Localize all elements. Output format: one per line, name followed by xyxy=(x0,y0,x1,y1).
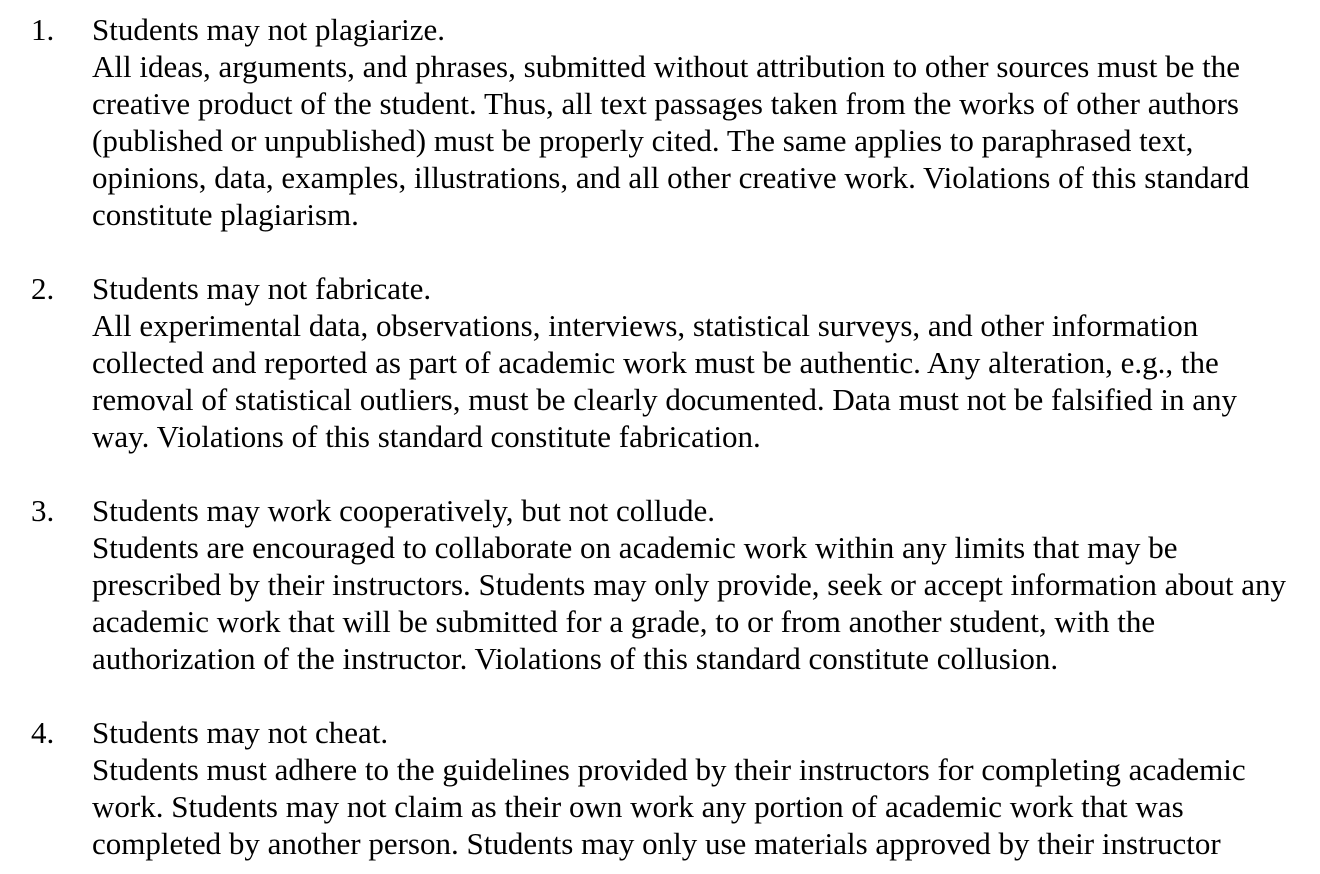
item-body: Students must adhere to the guidelines provided by their instructors for completing academic work. Students may not claim as their own work any portion of academic work that was completed by another person. Students may only use materials approved by their instructor xyxy=(92,752,1246,861)
list-item xyxy=(31,492,1294,677)
item-body: All ideas, arguments, and phrases, submitted without attribution to other sources must be the creative product of the student. Thus, all text passages taken from the works of other authors (published or unpublished) must be properly cited. The same applies to paraphrased text, opinions, data, examples, illustrations, and all other creative work. Violations of this standard constitute plagiarism. xyxy=(92,49,1250,232)
item-title: Students may work cooperatively, but not collude. xyxy=(92,493,716,528)
item-content xyxy=(92,11,1294,233)
list-item xyxy=(31,11,1294,233)
item-body: Students are encouraged to collaborate on academic work within any limits that may be prescribed by their instructors. Students may only provide, seek or accept information about any academic work that will be submitted for a grade, to or from another student, with the authorization of the instructor. Violations of this standard constitute collusion. xyxy=(92,530,1287,676)
item-content xyxy=(92,492,1294,677)
item-number: 1. xyxy=(31,12,55,47)
list-item xyxy=(31,270,1294,455)
item-content xyxy=(92,714,1294,862)
item-number: 3. xyxy=(31,493,55,528)
item-number: 4. xyxy=(31,715,55,750)
item-number: 2. xyxy=(31,271,55,306)
item-title: Students may not plagiarize. xyxy=(92,12,445,47)
item-body: All experimental data, observations, interviews, statistical surveys, and other information collected and reported as part of academic work must be authentic. Any alteration, e.g., the removal of statistical outliers, must be clearly documented. Data must not be falsified in any way. Violations of this standard constitute fabrication. xyxy=(92,308,1237,454)
list-item xyxy=(31,714,1294,862)
item-content xyxy=(92,270,1294,455)
item-title: Students may not cheat. xyxy=(92,715,389,750)
item-title: Students may not fabricate. xyxy=(92,271,432,306)
